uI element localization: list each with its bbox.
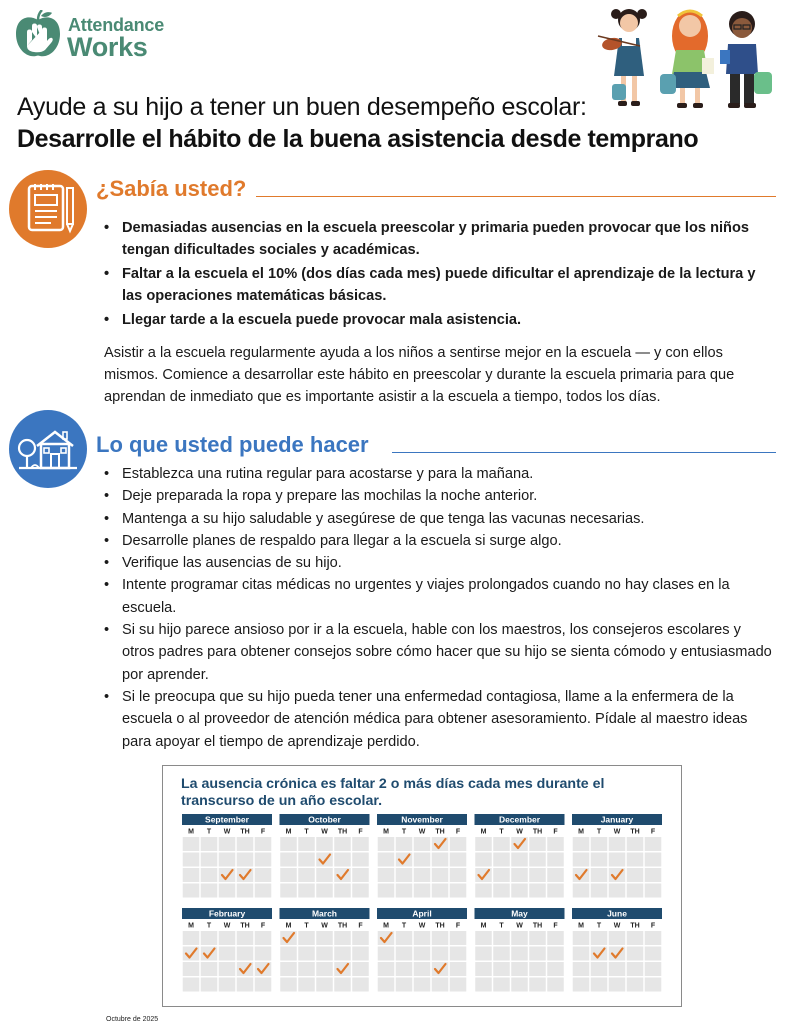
footer-date: Octubre de 2025 [106, 1016, 159, 1023]
day-cell [609, 853, 626, 867]
weekday-label: T [401, 922, 407, 930]
weekday-label: T [401, 828, 407, 836]
weekday-label: M [480, 828, 487, 836]
list-item: • Demasiadas ausencias en la escuela preescolar y primaria pueden provocar que los niños tengan dificultades sociales y académicas. [104, 217, 774, 261]
day-cell [237, 931, 254, 945]
day-cell [627, 837, 644, 851]
day-cell [298, 931, 315, 945]
day-cell [432, 884, 449, 898]
day-cell [237, 978, 254, 992]
weekday-label: M [578, 922, 584, 930]
weekday-label: TH [435, 922, 445, 930]
day-cell [334, 837, 351, 851]
day-cell [450, 868, 467, 882]
day-cell [201, 962, 218, 976]
day-cell [591, 962, 608, 976]
list-item: • Deje preparada la ropa y prepare las mochilas la noche anterior. [104, 485, 776, 507]
weekday-label: TH [630, 922, 640, 930]
day-cell [219, 884, 236, 898]
day-cell [352, 962, 369, 976]
page-title-line1: Ayude a su hijo a tener un buen desempeño escolar: [17, 93, 587, 121]
calendar-month [280, 908, 370, 992]
calendar-month [182, 814, 272, 898]
logo-text-works: Works [67, 32, 148, 62]
section2-bullet-list [104, 463, 776, 753]
day-cell [627, 978, 644, 992]
day-cell [450, 978, 467, 992]
day-cell [627, 947, 644, 961]
section2-divider [392, 452, 776, 453]
weekday-label: M [285, 922, 292, 930]
day-cell [609, 837, 626, 851]
day-cell [396, 884, 413, 898]
day-cell [591, 884, 608, 898]
day-cell [547, 884, 564, 898]
day-cell [237, 837, 254, 851]
list-item: • Mantenga a su hijo saludable y asegúrese de que tenga las vacunas necesarias. [104, 508, 776, 530]
weekday-label: W [516, 922, 523, 930]
day-cell [493, 868, 510, 882]
day-cell [414, 868, 431, 882]
day-cell [493, 884, 510, 898]
day-cell [298, 962, 315, 976]
day-cell [573, 978, 590, 992]
day-cell [378, 837, 395, 851]
day-cell [591, 931, 608, 945]
day-cell [352, 931, 369, 945]
day-cell [396, 978, 413, 992]
section1-bullet-list [104, 217, 774, 333]
day-cell [201, 931, 218, 945]
day-cell [334, 931, 351, 945]
weekday-label: W [418, 922, 426, 930]
day-cell [414, 962, 431, 976]
day-cell [493, 853, 510, 867]
weekday-label: F [260, 828, 266, 836]
day-cell [237, 853, 254, 867]
day-cell [529, 868, 546, 882]
day-cell [511, 868, 528, 882]
notebook-pencil-icon [9, 170, 87, 248]
weekday-label: TH [240, 922, 250, 930]
day-cell [280, 947, 297, 961]
month-name: March [311, 908, 338, 919]
attendance-works-logo [14, 6, 174, 62]
day-cell [201, 868, 218, 882]
weekday-label: TH [532, 922, 543, 930]
day-cell [432, 853, 449, 867]
calendar-month [475, 814, 565, 898]
day-cell [432, 947, 449, 961]
weekday-label: TH [532, 828, 543, 836]
house-tree-icon [9, 410, 87, 488]
weekday-label: TH [337, 922, 348, 930]
section1-paragraph: Asistir a la escuela regularmente ayuda a los niños a sentirse mejor en la escuela — y con ellos mismos. Comience a desarrollar este hábito en preescolar y durante la escuela primaria para que aprendan de inmediato que es importante asistir a la escuela a tiempo, todos los días. [104, 345, 735, 405]
weekday-label: F [358, 828, 363, 836]
weekday-label: M [188, 828, 194, 836]
list-item: • Desarrolle planes de respaldo para llegar a la escuela si surge algo. [104, 530, 776, 552]
day-cell [547, 868, 564, 882]
day-cell [255, 884, 272, 898]
day-cell [378, 868, 395, 882]
day-cell [316, 868, 333, 882]
weekday-label: T [206, 922, 212, 930]
day-cell [237, 884, 254, 898]
day-cell [573, 853, 590, 867]
weekday-label: T [596, 922, 602, 930]
section2-heading: Lo que usted puede hacer [96, 432, 369, 457]
day-cell [645, 853, 662, 867]
list-item: • Llegar tarde a la escuela puede provocar mala asistencia. [104, 309, 774, 331]
list-item: • Verifique las ausencias de su hijo. [104, 552, 776, 574]
day-cell [183, 962, 200, 976]
weekday-label: T [499, 922, 504, 930]
day-cell [219, 962, 236, 976]
day-cell [396, 947, 413, 961]
day-cell [414, 978, 431, 992]
day-cell [298, 884, 315, 898]
calendar-month [475, 908, 565, 992]
day-cell [547, 947, 564, 961]
day-cell [511, 931, 528, 945]
day-cell [352, 837, 369, 851]
day-cell [316, 884, 333, 898]
weekday-label: W [613, 922, 621, 930]
calendar-month [572, 908, 662, 992]
day-cell [414, 947, 431, 961]
day-cell [201, 837, 218, 851]
day-cell [298, 837, 315, 851]
day-cell [493, 837, 510, 851]
day-cell [627, 868, 644, 882]
day-cell [450, 931, 467, 945]
day-cell [450, 947, 467, 961]
weekday-label: W [516, 828, 523, 836]
day-cell [511, 884, 528, 898]
day-cell [475, 837, 492, 851]
calendar-month [280, 814, 370, 898]
day-cell [414, 884, 431, 898]
weekday-label: F [358, 922, 363, 930]
day-cell [219, 947, 236, 961]
day-cell [627, 884, 644, 898]
month-name: June [607, 908, 627, 919]
day-cell [255, 868, 272, 882]
day-cell [396, 868, 413, 882]
list-item: • Intente programar citas médicas no urgentes y viajes prolongados cuando no hay clases en la escuela. [104, 574, 776, 619]
day-cell [183, 978, 200, 992]
day-cell [183, 884, 200, 898]
day-cell [316, 947, 333, 961]
day-cell [352, 947, 369, 961]
day-cell [475, 853, 492, 867]
day-cell [573, 884, 590, 898]
day-cell [450, 962, 467, 976]
calendar-month [572, 814, 662, 898]
day-cell [432, 931, 449, 945]
day-cell [352, 884, 369, 898]
day-cell [547, 962, 564, 976]
day-cell [280, 868, 297, 882]
weekday-label: F [553, 828, 558, 836]
day-cell [547, 978, 564, 992]
day-cell [573, 947, 590, 961]
day-cell [378, 978, 395, 992]
day-cell [475, 962, 492, 976]
day-cell [352, 978, 369, 992]
day-cell [609, 962, 626, 976]
weekday-label: W [613, 828, 621, 836]
weekday-label: F [455, 828, 461, 836]
day-cell [280, 962, 297, 976]
day-cell [378, 884, 395, 898]
day-cell [529, 853, 546, 867]
day-cell [645, 947, 662, 961]
list-item: • Si le preocupa que su hijo pueda tener una enfermedad contagiosa, llame a la enfermera de la escuela o al proveedor de atención médica para obtener asesoramiento. Pídale al maestro ideas para apoyar el tiempo de aprendizaje perdido. [104, 686, 776, 753]
day-cell [201, 884, 218, 898]
day-cell [219, 837, 236, 851]
day-cell [414, 837, 431, 851]
day-cell [475, 884, 492, 898]
day-cell [432, 978, 449, 992]
calendar-month [377, 908, 467, 992]
logo-text-attendance: Attendance [68, 15, 165, 35]
day-cell [316, 837, 333, 851]
weekday-label: W [321, 828, 328, 836]
day-cell [378, 962, 395, 976]
chronic-absence-calendar [162, 765, 682, 1007]
section1-divider [256, 196, 776, 197]
month-name: January [600, 814, 634, 825]
day-cell [591, 837, 608, 851]
day-cell [237, 947, 254, 961]
day-cell [529, 947, 546, 961]
day-cell [493, 947, 510, 961]
day-cell [298, 947, 315, 961]
weekday-label: T [596, 828, 602, 836]
day-cell [219, 853, 236, 867]
day-cell [627, 931, 644, 945]
day-cell [609, 978, 626, 992]
day-cell [352, 853, 369, 867]
weekday-label: M [383, 828, 389, 836]
weekday-label: T [206, 828, 212, 836]
day-cell [255, 978, 272, 992]
day-cell [529, 884, 546, 898]
weekday-label: TH [240, 828, 250, 836]
list-item: • Establezca una rutina regular para acostarse y para la mañana. [104, 463, 776, 485]
day-cell [219, 978, 236, 992]
day-cell [316, 962, 333, 976]
day-cell [529, 978, 546, 992]
day-cell [219, 931, 236, 945]
section1-heading: ¿Sabía usted? [96, 176, 247, 201]
weekday-label: F [650, 828, 656, 836]
weekday-label: W [223, 828, 231, 836]
day-cell [352, 868, 369, 882]
day-cell [334, 978, 351, 992]
day-cell [609, 884, 626, 898]
weekday-label: F [650, 922, 656, 930]
day-cell [511, 962, 528, 976]
day-cell [334, 853, 351, 867]
calendar-grid [163, 766, 683, 1008]
day-cell [396, 837, 413, 851]
day-cell [493, 978, 510, 992]
day-cell [450, 884, 467, 898]
day-cell [298, 853, 315, 867]
day-cell [378, 853, 395, 867]
weekday-label: T [499, 828, 504, 836]
day-cell [529, 931, 546, 945]
day-cell [573, 837, 590, 851]
day-cell [255, 947, 272, 961]
day-cell [201, 853, 218, 867]
day-cell [414, 931, 431, 945]
day-cell [529, 837, 546, 851]
month-name: April [412, 908, 432, 919]
month-name: November [401, 814, 443, 825]
section1-icon-circle [9, 170, 87, 248]
day-cell [414, 853, 431, 867]
day-cell [475, 931, 492, 945]
day-cell [298, 868, 315, 882]
day-cell [627, 853, 644, 867]
day-cell [547, 853, 564, 867]
day-cell [316, 931, 333, 945]
month-name: February [208, 908, 246, 919]
weekday-label: M [578, 828, 584, 836]
page-title-line2: Desarrolle el hábito de la buena asistencia desde temprano [17, 125, 699, 153]
month-name: October [308, 814, 341, 825]
day-cell [183, 837, 200, 851]
day-cell [627, 962, 644, 976]
weekday-label: F [455, 922, 461, 930]
day-cell [511, 947, 528, 961]
day-cell [645, 868, 662, 882]
day-cell [591, 978, 608, 992]
day-cell [183, 931, 200, 945]
day-cell [645, 978, 662, 992]
day-cell [645, 931, 662, 945]
day-cell [255, 853, 272, 867]
weekday-label: M [285, 828, 292, 836]
day-cell [645, 962, 662, 976]
day-cell [529, 962, 546, 976]
day-cell [573, 962, 590, 976]
weekday-label: T [304, 922, 309, 930]
day-cell [183, 868, 200, 882]
apple-hand-logo-icon [14, 10, 62, 60]
weekday-label: TH [435, 828, 445, 836]
day-cell [475, 978, 492, 992]
weekday-label: F [260, 922, 266, 930]
list-item: • Si su hijo parece ansioso por ir a la escuela, hable con los maestros, los consejeros escolares y otros padres para obtener consejos sobre cómo hacer que su hijo se sienta cómodo y entusiasmado por aprender. [104, 619, 776, 686]
day-cell [298, 978, 315, 992]
day-cell [334, 947, 351, 961]
day-cell [493, 931, 510, 945]
day-cell [609, 931, 626, 945]
weekday-label: T [304, 828, 309, 836]
day-cell [493, 962, 510, 976]
day-cell [255, 837, 272, 851]
weekday-label: M [383, 922, 389, 930]
calendar-title: La ausencia crónica es faltar 2 o más días cada mes durante el transcurso de un año escolar. [181, 776, 605, 809]
day-cell [475, 947, 492, 961]
day-cell [280, 853, 297, 867]
weekday-label: W [321, 922, 328, 930]
day-cell [547, 837, 564, 851]
day-cell [591, 853, 608, 867]
day-cell [591, 868, 608, 882]
section2-icon-circle [9, 410, 87, 488]
weekday-label: F [553, 922, 558, 930]
day-cell [280, 884, 297, 898]
weekday-label: TH [630, 828, 640, 836]
day-cell [334, 884, 351, 898]
day-cell [396, 962, 413, 976]
day-cell [255, 931, 272, 945]
weekday-label: W [223, 922, 231, 930]
day-cell [547, 931, 564, 945]
children-illustration-icon [594, 4, 780, 116]
weekday-label: W [418, 828, 426, 836]
day-cell [280, 978, 297, 992]
calendar-month [377, 814, 467, 898]
day-cell [280, 837, 297, 851]
month-name: September [205, 814, 249, 825]
day-cell [450, 853, 467, 867]
day-cell [450, 837, 467, 851]
calendar-month [182, 908, 272, 992]
month-name: May [511, 908, 528, 919]
day-cell [316, 978, 333, 992]
day-cell [201, 978, 218, 992]
day-cell [378, 947, 395, 961]
day-cell [645, 837, 662, 851]
weekday-label: M [480, 922, 487, 930]
day-cell [432, 868, 449, 882]
day-cell [396, 931, 413, 945]
weekday-label: M [188, 922, 194, 930]
day-cell [511, 978, 528, 992]
weekday-label: TH [337, 828, 348, 836]
list-item: • Faltar a la escuela el 10% (dos días cada mes) puede dificultar el aprendizaje de la lectura y las operaciones matemáticas básicas. [104, 263, 774, 307]
day-cell [645, 884, 662, 898]
day-cell [183, 853, 200, 867]
day-cell [573, 931, 590, 945]
month-name: December [498, 814, 541, 825]
day-cell [511, 853, 528, 867]
